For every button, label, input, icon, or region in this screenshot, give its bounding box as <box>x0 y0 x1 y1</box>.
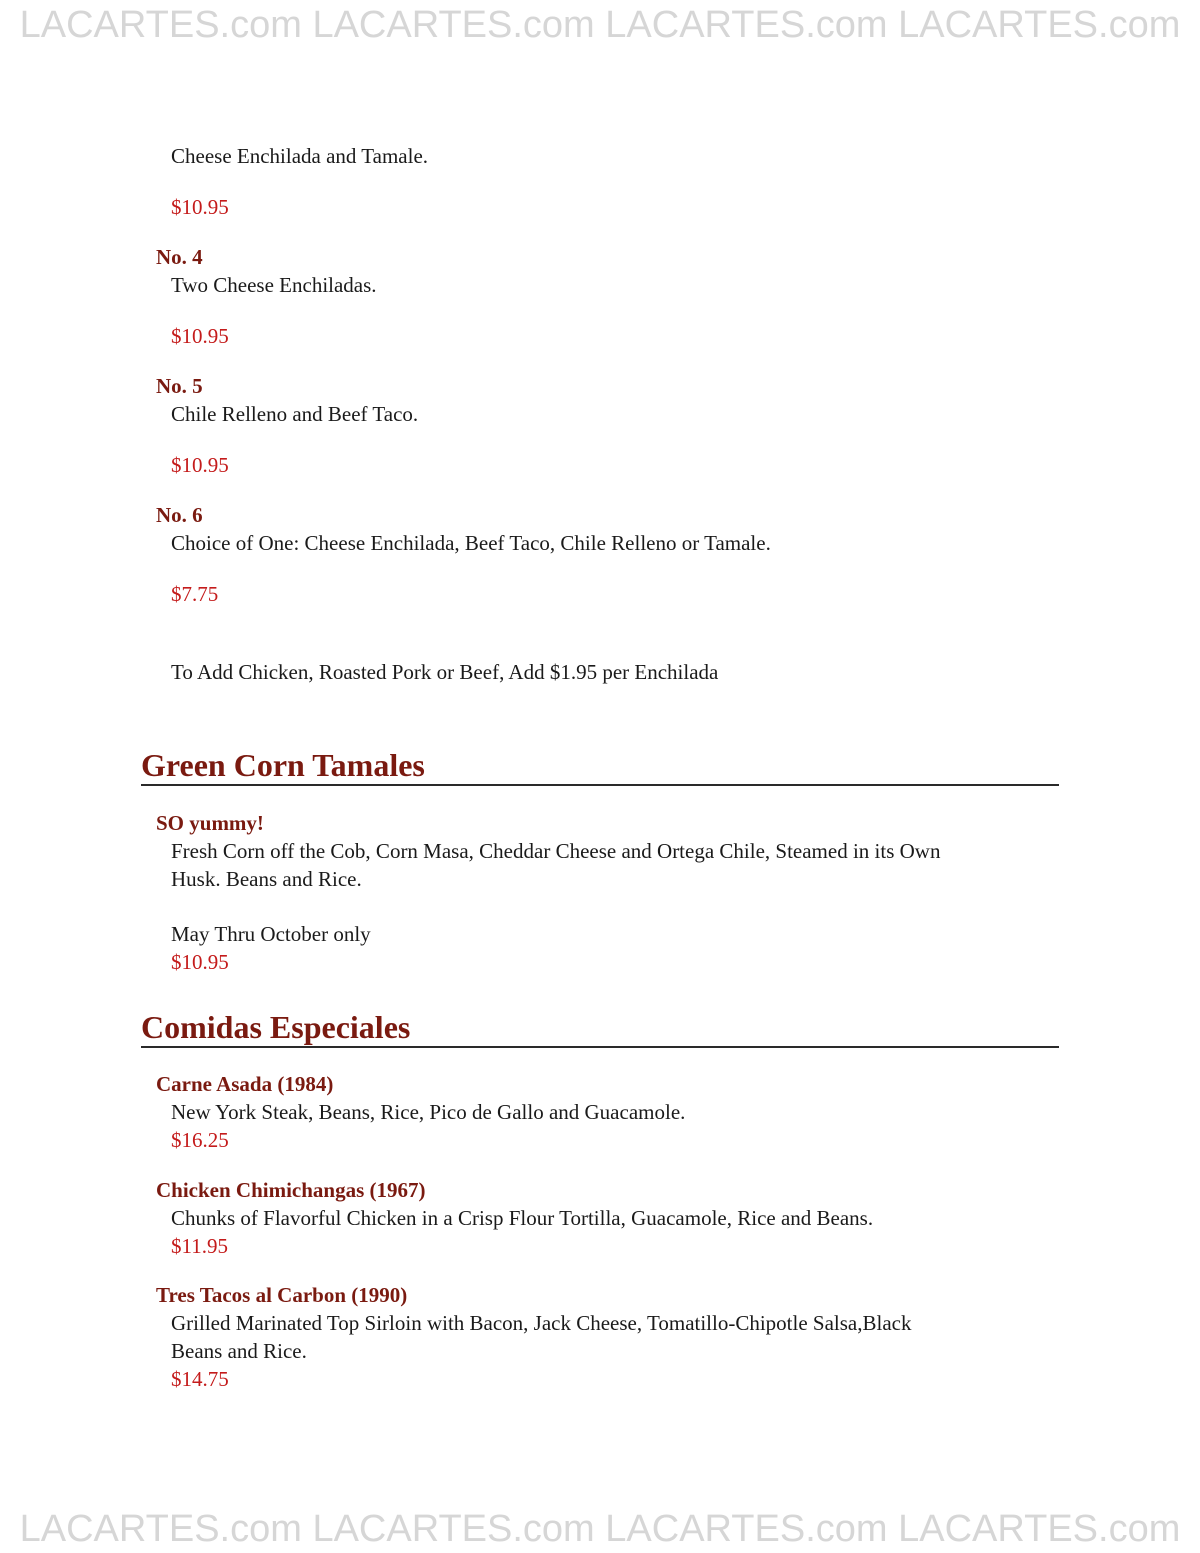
green-corn-item-title: SO yummy! <box>156 811 264 835</box>
chicken-chimichangas-price: $11.95 <box>171 1234 228 1258</box>
tres-tacos-description-line2: Beans and Rice. <box>171 1339 307 1363</box>
section-divider-comidas <box>141 1046 1059 1048</box>
combo-no5-title: No. 5 <box>156 374 203 398</box>
green-corn-description-line2: Husk. Beans and Rice. <box>171 867 362 891</box>
combo-no6-price: $7.75 <box>171 582 219 606</box>
section-title-comidas-especiales: Comidas Especiales <box>141 1009 411 1045</box>
combo-add-note: To Add Chicken, Roasted Pork or Beef, Add $1.95 per Enchilada <box>171 660 719 684</box>
carne-asada-description: New York Steak, Beans, Rice, Pico de Gallo and Guacamole. <box>171 1100 686 1124</box>
tres-tacos-price: $14.75 <box>171 1367 229 1391</box>
watermark-bottom: LACARTES.com LACARTES.com LACARTES.com LACARTES.com <box>19 1508 1181 1550</box>
green-corn-availability: May Thru October only <box>171 922 371 946</box>
combo-no5-description: Chile Relleno and Beef Taco. <box>171 402 419 426</box>
combo-no4-title: No. 4 <box>156 245 203 269</box>
combo-no6-description: Choice of One: Cheese Enchilada, Beef Taco, Chile Relleno or Tamale. <box>171 531 771 555</box>
watermark-top: LACARTES.com LACARTES.com LACARTES.com LACARTES.com <box>19 4 1181 46</box>
green-corn-price: $10.95 <box>171 950 229 974</box>
combo-no5-price: $10.95 <box>171 453 229 477</box>
top-item-description: Cheese Enchilada and Tamale. <box>171 144 429 168</box>
chicken-chimichangas-title: Chicken Chimichangas (1967) <box>156 1178 426 1202</box>
section-title-green-corn-tamales: Green Corn Tamales <box>141 747 425 783</box>
top-item-price: $10.95 <box>171 195 229 219</box>
carne-asada-title: Carne Asada (1984) <box>156 1072 334 1096</box>
tres-tacos-description-line1: Grilled Marinated Top Sirloin with Bacon, Jack Cheese, Tomatillo-Chipotle Salsa,Black <box>171 1311 912 1335</box>
chicken-chimichangas-description: Chunks of Flavorful Chicken in a Crisp Flour Tortilla, Guacamole, Rice and Beans. <box>171 1206 874 1230</box>
combo-no6-title: No. 6 <box>156 503 203 527</box>
combo-no4-price: $10.95 <box>171 324 229 348</box>
section-divider-green-corn <box>141 784 1059 786</box>
combo-no4-description: Two Cheese Enchiladas. <box>171 273 377 297</box>
tres-tacos-title: Tres Tacos al Carbon (1990) <box>156 1283 408 1307</box>
carne-asada-price: $16.25 <box>171 1128 229 1152</box>
green-corn-description-line1: Fresh Corn off the Cob, Corn Masa, Cheddar Cheese and Ortega Chile, Steamed in its Own <box>171 839 941 863</box>
